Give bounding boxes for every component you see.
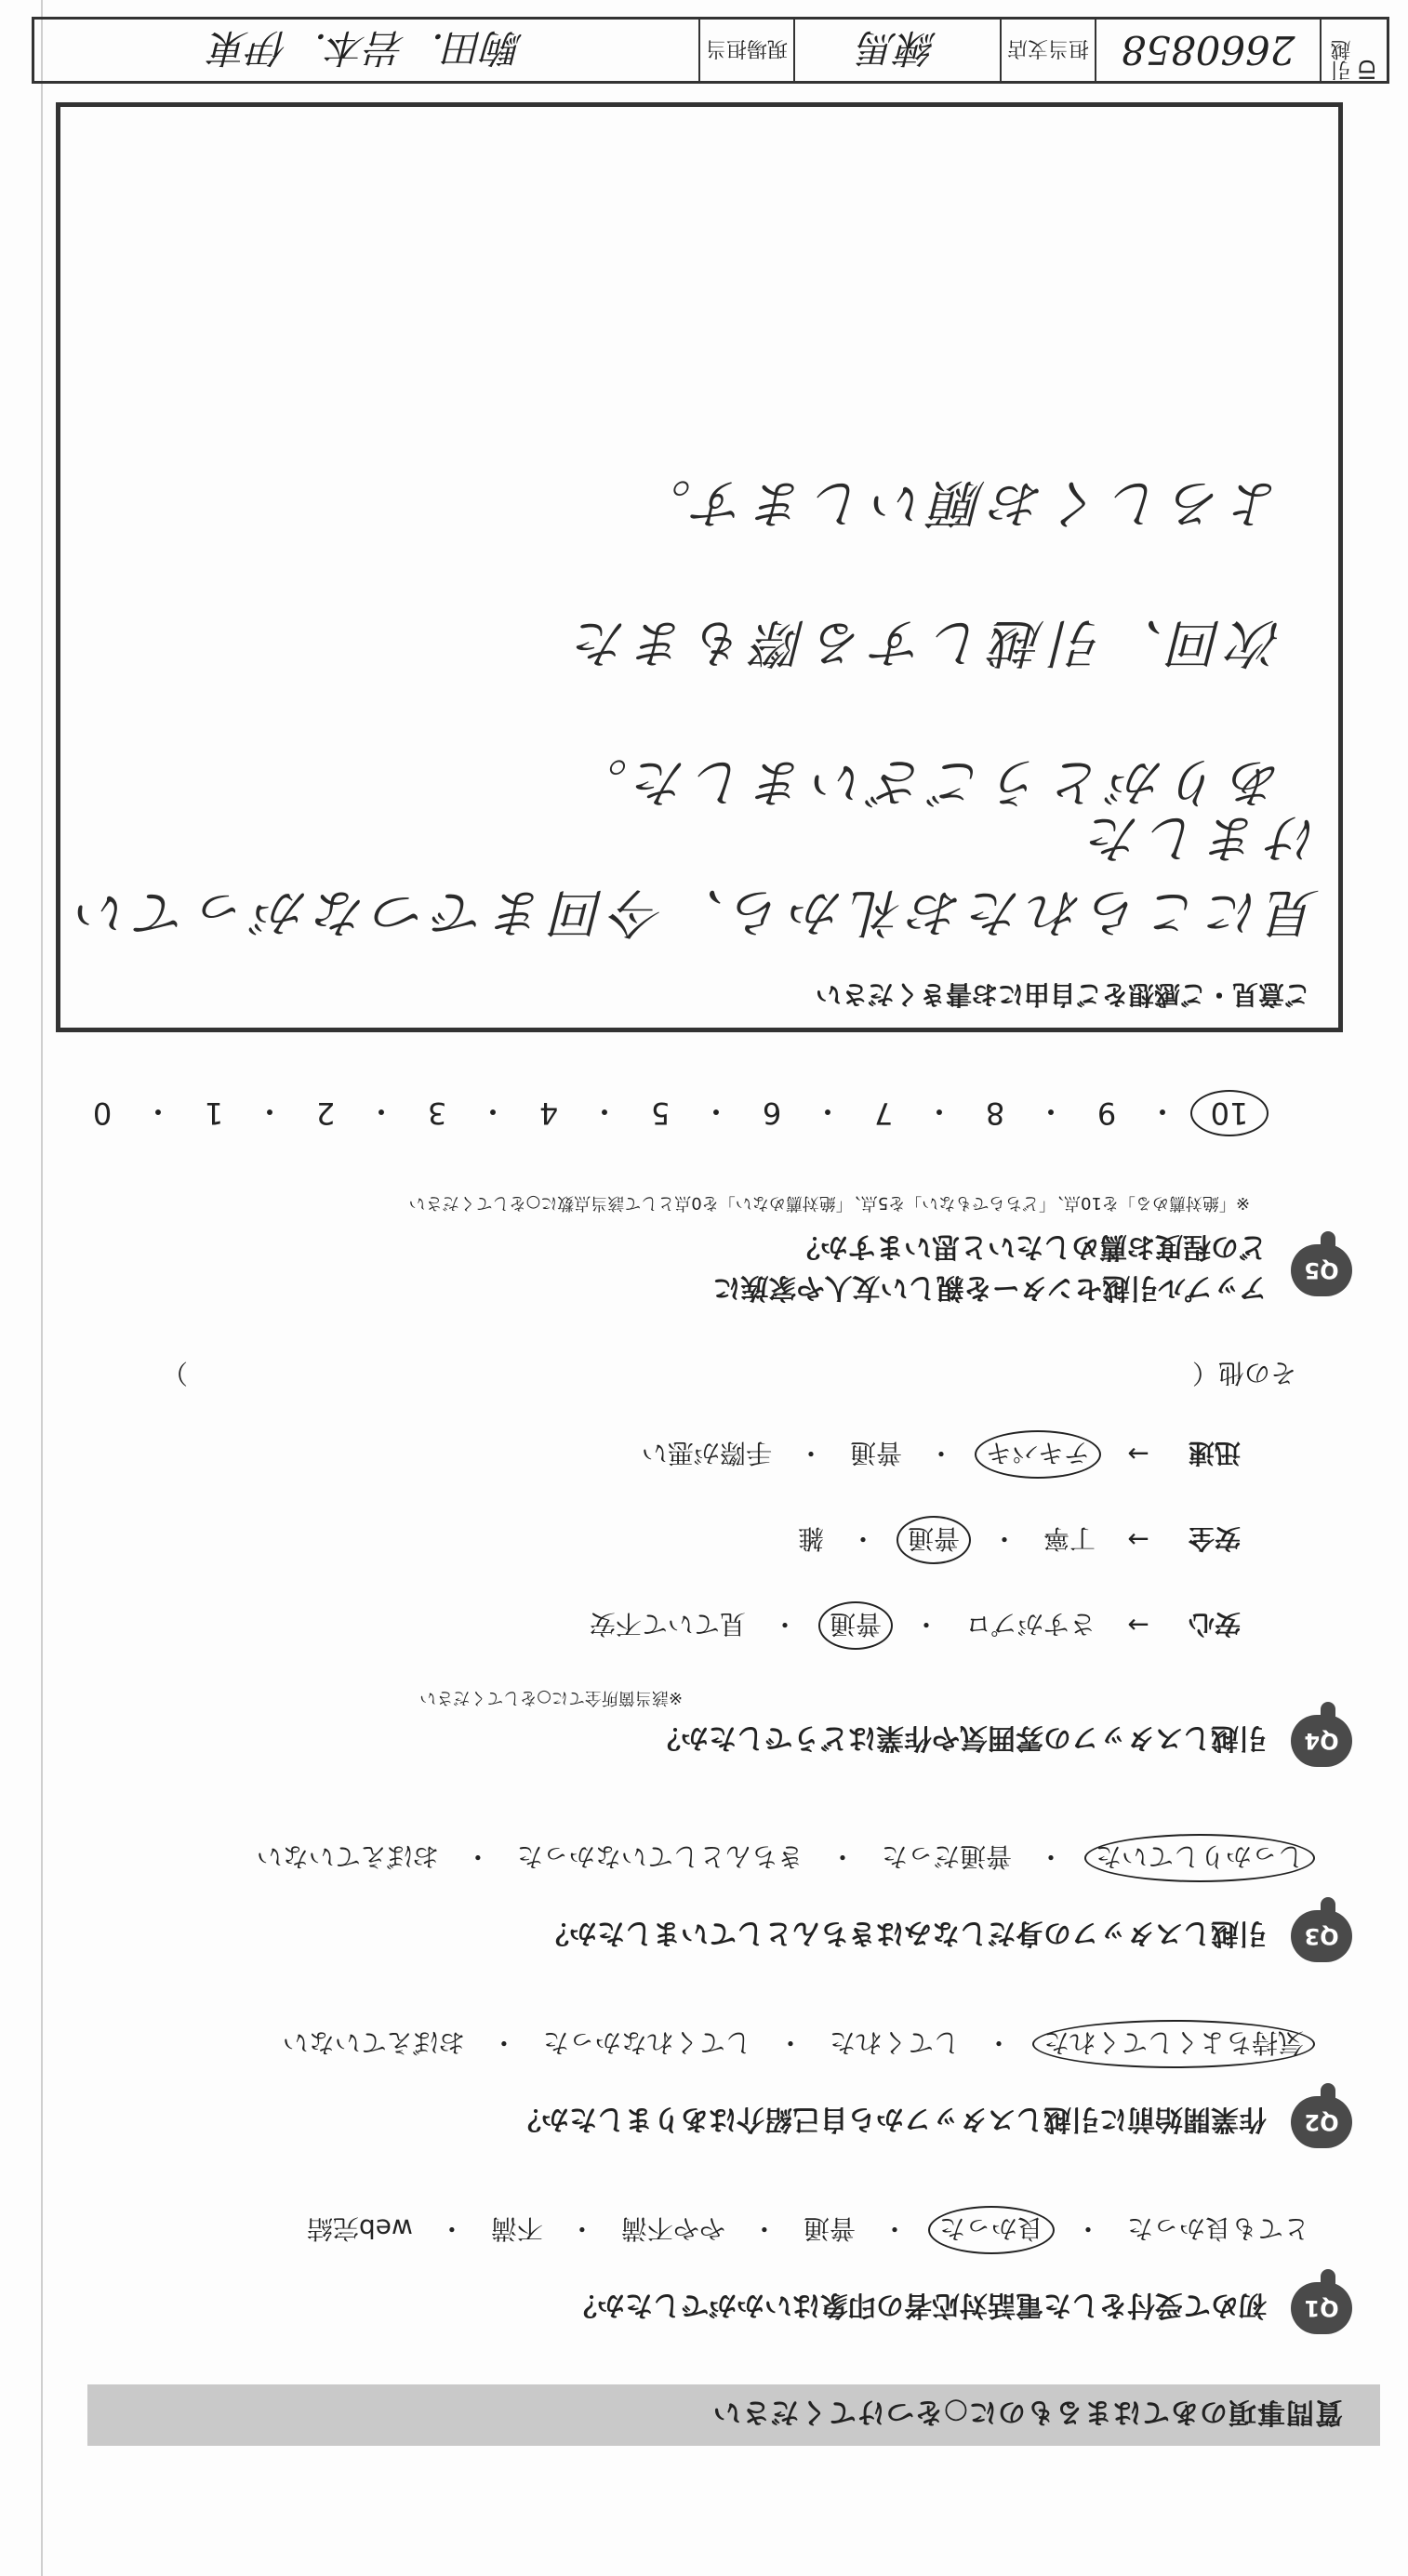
q3-option[interactable]: きちんとしていなかった xyxy=(516,1841,804,1872)
staff-table xyxy=(32,17,1389,84)
handwritten-line: よろしくお願いします。 xyxy=(631,472,1282,533)
q4-other-close: ） xyxy=(161,1358,188,1388)
q5-line2: どの程度お薦めしたいと思いますか？ xyxy=(792,1230,1267,1263)
q1-badge: Q1 xyxy=(1291,2282,1352,2334)
arrow-icon: → xyxy=(1127,1439,1149,1470)
arrow-icon: → xyxy=(1127,1610,1149,1641)
q4-row-anshin: 安心 → さすがプロ ・ 普通 ・ 見ていて不安 xyxy=(50,1601,1241,1650)
question-2 xyxy=(50,2020,1352,2148)
handwritten-line: 次回、引越しする際もまた xyxy=(568,612,1282,672)
page-edge xyxy=(41,0,43,2576)
id-value: 2660858 xyxy=(1095,20,1320,81)
q2-badge: Q2 xyxy=(1291,2096,1352,2148)
q4-row-label: 安心 xyxy=(1188,1609,1241,1640)
q5-scale: 10 ・ 9 ・ 8 ・ 7 ・ 6 ・ 5 ・ 4 ・ 3 ・ 2 ・ 1 ・ 0 xyxy=(50,1090,1269,1136)
q5-note: ※「絶対薦める」を10点、「どちらでもない」を5点、「絶対薦めない」を0点として該当点数に○をしてください xyxy=(408,1193,1250,1213)
q2-option[interactable]: おぼえていない xyxy=(282,2027,465,2058)
q3-option[interactable]: おぼえていない xyxy=(256,1841,439,1872)
q4-option[interactable]: 見ていて不安 xyxy=(589,1609,746,1640)
q4-note: ※該当箇所全てに○をしてください xyxy=(419,1688,683,1707)
scale-option[interactable]: 9 xyxy=(1096,1095,1117,1131)
q2-option-circled[interactable]: 気持ちよくしてくれた xyxy=(1032,2020,1315,2068)
q2-option[interactable]: してくれた xyxy=(829,2027,960,2058)
q4-option[interactable]: 雑 xyxy=(797,1523,824,1554)
q2-options: 気持ちよくしてくれた ・ してくれた ・ してくれなかった ・ おぼえていない xyxy=(50,2020,1315,2068)
q4-option[interactable]: 普通 xyxy=(849,1438,902,1468)
leader-label: 現場担当 xyxy=(698,20,793,81)
id-label: 引越ID xyxy=(1320,20,1387,81)
comment-box[interactable] xyxy=(56,102,1343,1032)
scale-option[interactable]: 2 xyxy=(315,1095,336,1131)
q5-badge: Q5 xyxy=(1291,1244,1352,1296)
question-4 xyxy=(50,1356,1352,1767)
scale-option[interactable]: 0 xyxy=(92,1095,113,1131)
leader-value: 駒田．岩本．伊東 xyxy=(210,25,524,71)
q4-row-label: 迅速 xyxy=(1188,1438,1241,1468)
q2-option[interactable]: してくれなかった xyxy=(542,2027,751,2058)
q4-option-circled[interactable]: 普通 xyxy=(897,1516,971,1564)
scale-option[interactable]: 1 xyxy=(204,1095,224,1131)
q3-option-circled[interactable]: しっかりしていた xyxy=(1084,1834,1315,1882)
q3-text: 引越しスタッフの身だしなみはきちんとしていましたか？ xyxy=(541,1917,1267,1949)
branch-value: 練馬 xyxy=(793,20,1000,81)
scale-option[interactable]: 4 xyxy=(538,1095,559,1131)
question-1 xyxy=(50,2206,1352,2334)
scale-option[interactable]: 8 xyxy=(985,1095,1005,1131)
q3-badge: Q3 xyxy=(1291,1910,1352,1962)
q3-option[interactable]: 普通だった xyxy=(881,1841,1012,1872)
handwritten-line: 見にこられたお礼から、今回までつながっていけました xyxy=(70,807,1320,942)
q1-option[interactable]: やや不満 xyxy=(620,2213,725,2244)
q1-option[interactable]: とても良かった xyxy=(1126,2213,1309,2244)
q1-option-circled[interactable]: 良かった xyxy=(928,2206,1055,2254)
q2-text: 作業開始前に引越しスタッフから自己紹介はありましたか？ xyxy=(513,2103,1267,2135)
q1-options: とても良かった ・ 良かった ・ 普通 ・ やや不満 ・ 不満 ・ web完結 xyxy=(50,2206,1315,2254)
q4-row-other xyxy=(50,1356,1296,1393)
q4-badge: Q4 xyxy=(1291,1715,1352,1767)
q4-question: 引越しスタッフの雰囲気や作業はどうでしたか？ xyxy=(653,1721,1267,1754)
q4-option-circled[interactable]: テキパキ xyxy=(975,1430,1101,1479)
comment-title: ご意見・ご感想をご自由にお書きください xyxy=(815,979,1310,1010)
q3-options: しっかりしていた ・ 普通だった ・ きちんとしていなかった ・ おぼえていない xyxy=(50,1834,1315,1882)
q4-row-label: 安全 xyxy=(1188,1523,1241,1554)
q4-row-jinsoku: 迅速 → テキパキ ・ 普通 ・ 手際が悪い xyxy=(50,1430,1241,1479)
q4-option[interactable]: 丁寧 xyxy=(1043,1523,1096,1554)
arrow-icon: → xyxy=(1127,1524,1149,1556)
q1-option[interactable]: 不満 xyxy=(490,2213,543,2244)
q5-line1: アップル引越センターを親しい友人や家族に xyxy=(712,1271,1267,1304)
q4-row-anzen: 安全 → 丁寧 ・ 普通 ・ 雑 xyxy=(50,1516,1241,1564)
instruction-text: 質問事項のあてはまるものに○をつけてください xyxy=(711,2396,1343,2428)
q4-option-circled[interactable]: 普通 xyxy=(818,1601,893,1650)
q1-option[interactable]: 普通 xyxy=(803,2213,856,2244)
branch-label: 担当支店 xyxy=(1000,20,1095,81)
q4-option[interactable]: さすがプロ xyxy=(964,1609,1096,1640)
q4-other-label: その他（ xyxy=(1191,1358,1296,1388)
q5-text xyxy=(713,1229,1268,1311)
scale-option[interactable]: 7 xyxy=(873,1095,894,1131)
q1-option[interactable]: web完結 xyxy=(306,2213,413,2244)
q1-text: 初めて受付をした電話対応者の印象はいかがでしたか？ xyxy=(569,2289,1267,2321)
question-3 xyxy=(50,1834,1352,1962)
q4-option[interactable]: 手際が悪い xyxy=(641,1438,772,1468)
scale-option[interactable]: 3 xyxy=(427,1095,447,1131)
instruction-header xyxy=(87,2384,1380,2446)
q4-text xyxy=(653,1720,1267,1761)
scale-option[interactable]: 6 xyxy=(762,1095,782,1131)
scale-option[interactable]: 5 xyxy=(650,1095,671,1131)
handwritten-line: ありがとうございました。 xyxy=(568,751,1282,812)
question-5 xyxy=(50,1090,1352,1311)
scale-option-circled[interactable]: 10 xyxy=(1190,1090,1269,1136)
